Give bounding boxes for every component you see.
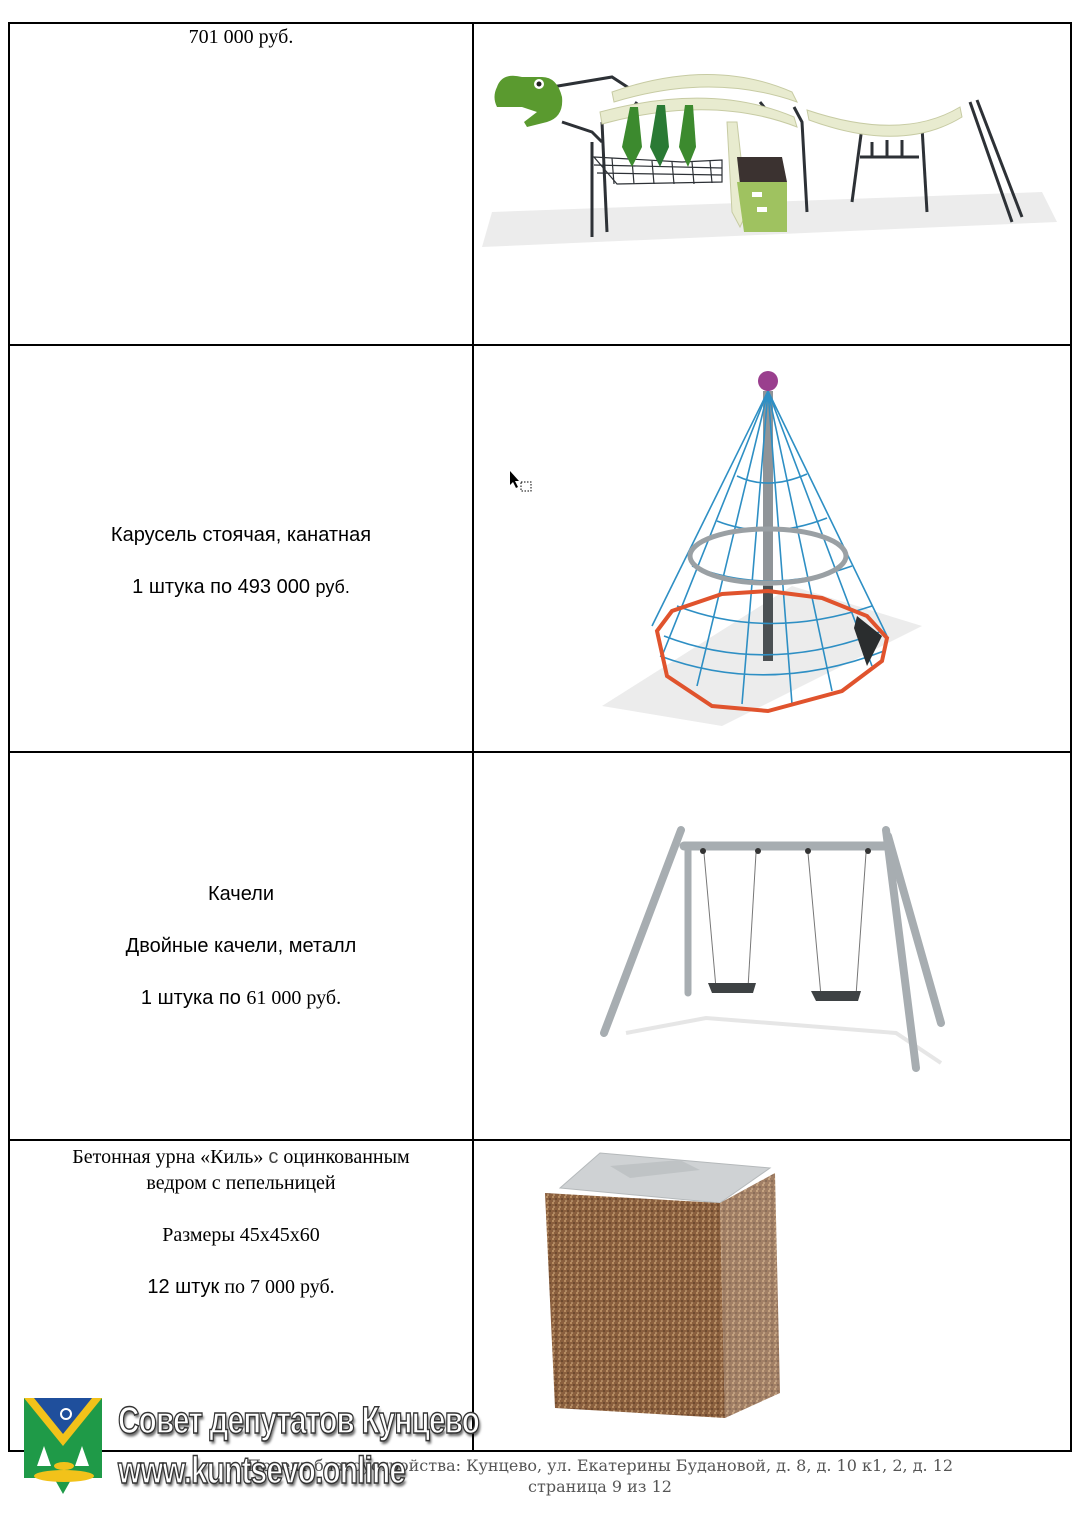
- swing-quantity-price: 61 000 руб.: [246, 987, 342, 1009]
- carousel-quantity: [10, 575, 472, 599]
- double-metal-swing-image: [596, 818, 956, 1078]
- row-divider: [8, 751, 1072, 753]
- carousel-title: Карусель стоячая, канатная: [110, 524, 372, 546]
- kuntsevo-coat-of-arms-icon: [22, 1396, 104, 1496]
- row-3-description: [10, 882, 472, 1010]
- column-divider: [472, 22, 474, 1452]
- row-4-description: [10, 1144, 472, 1300]
- swing-quantity: [10, 986, 472, 1010]
- swing-subtitle: Двойные качели, металл: [125, 935, 357, 957]
- bin-quantity-count: 12 штук: [147, 1276, 220, 1298]
- row-divider: [8, 344, 1072, 346]
- footer-page-number: страница 9 из 12: [528, 1477, 672, 1496]
- row-1-description: [10, 25, 472, 49]
- rope-pyramid-carousel-image: [592, 366, 922, 726]
- footer-project-title: Проект благоустройства: Кунцево, ул. Екатерины Будановой, д. 8, д. 10 к1, 2, д. 12: [246, 1456, 954, 1475]
- bin-title-line-1: [10, 1144, 472, 1170]
- watermark-url[interactable]: www.kuntsevo.online: [118, 1450, 406, 1492]
- row-1-price: 701 000 руб.: [188, 26, 294, 48]
- carousel-quantity-currency: руб.: [315, 577, 350, 597]
- row-divider: [8, 1139, 1072, 1141]
- watermark-title: Совет депутатов Кунцево: [118, 1400, 480, 1442]
- bin-title-line-2: ведром с пепельницей: [146, 1172, 336, 1194]
- row-2-description: [10, 523, 472, 599]
- bin-title-preposition: с: [268, 1146, 279, 1168]
- bin-title-name: Бетонная урна «Киль»: [72, 1146, 264, 1168]
- bin-quantity-price: по 7 000 руб.: [224, 1276, 335, 1298]
- dinosaur-climbing-complex-image: [482, 62, 1066, 252]
- cursor-icon: [508, 470, 534, 494]
- carousel-quantity-count: 1 штука по 493 000: [132, 576, 310, 598]
- swing-title: Качели: [207, 883, 275, 905]
- bin-size: Размеры 45x45x60: [162, 1224, 320, 1246]
- bin-title-material: оцинкованным: [283, 1146, 410, 1168]
- concrete-bin-image: [540, 1148, 780, 1428]
- bin-quantity: [10, 1274, 472, 1300]
- swing-quantity-count: 1 штука по: [140, 987, 241, 1009]
